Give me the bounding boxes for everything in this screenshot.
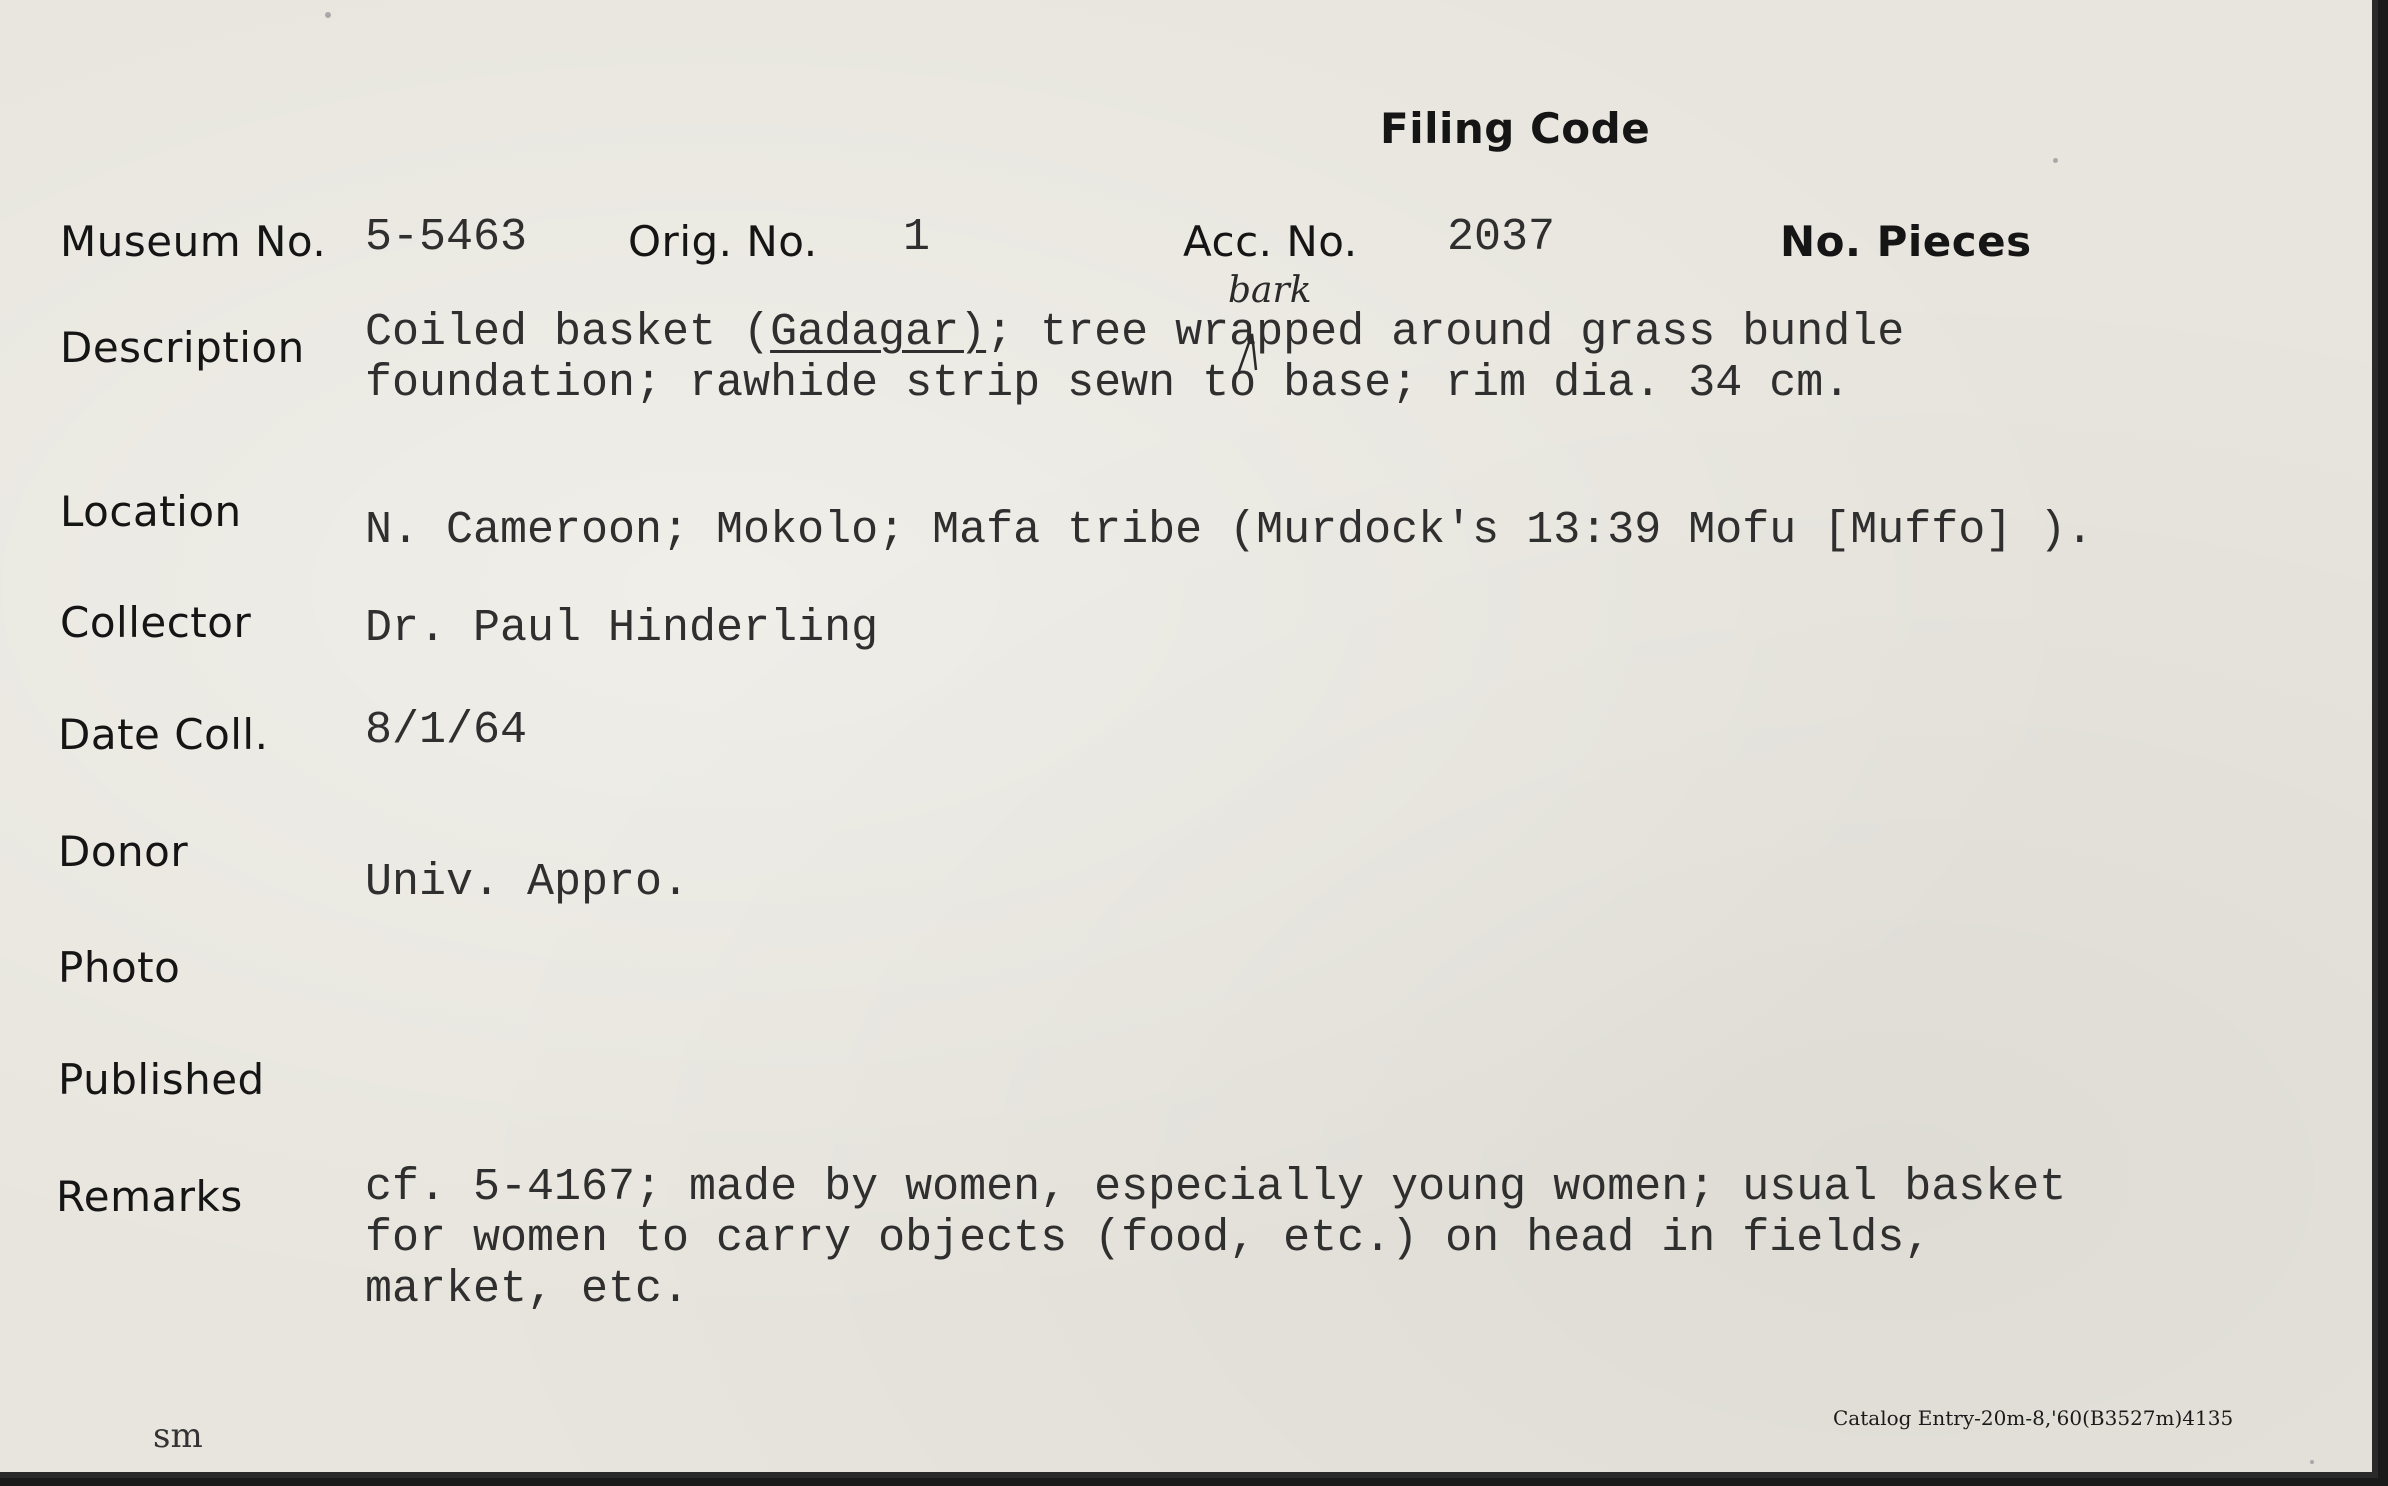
description-label: Description (60, 323, 305, 372)
orig-no-label: Orig. No. (628, 217, 818, 266)
museum-no-value: 5-5463 (365, 212, 528, 263)
description-line-2: foundation; rawhide strip sewn to base; rim dia. 34 cm. (365, 358, 1851, 409)
filing-code-label: Filing Code (1380, 104, 1651, 153)
published-label: Published (58, 1055, 265, 1104)
remarks-line-1: cf. 5-4167; made by women, especially young women; usual basket (365, 1162, 2067, 1213)
donor-label: Donor (58, 827, 189, 876)
catalog-entry-print-code: Catalog Entry-20m-8,'60(B3527m)4135 (1833, 1406, 2234, 1430)
location-value: N. Cameroon; Mokolo; Mafa tribe (Murdock's 13:39 Mofu [Muffo] ). (365, 505, 2094, 556)
museum-no-label: Museum No. (60, 217, 327, 266)
collector-value: Dr. Paul Hinderling (365, 603, 879, 654)
description-line-1 (365, 307, 1904, 358)
description-line-1-part-a: Coiled basket ( (365, 307, 771, 358)
no-pieces-label: No. Pieces (1780, 217, 2032, 266)
orig-no-value: 1 (903, 212, 931, 263)
location-label: Location (60, 487, 242, 536)
collector-label: Collector (60, 598, 252, 647)
card-speck (2310, 1460, 2314, 1464)
remarks-line-2: for women to carry objects (food, etc.) on head in fields, (365, 1213, 1932, 1264)
card-speck (325, 12, 331, 18)
donor-value: Univ. Appro. (365, 857, 690, 908)
insertion-caret-mark (1236, 330, 1266, 376)
date-coll-label: Date Coll. (58, 710, 269, 759)
description-line-1-part-b: ; tree wrapped around grass bundle (986, 307, 1905, 358)
description-underlined-term: Gadagar) (770, 307, 987, 358)
photo-label: Photo (58, 943, 181, 992)
acc-no-value: 2037 (1447, 212, 1556, 263)
remarks-label: Remarks (56, 1172, 243, 1221)
acc-no-label: Acc. No. (1183, 217, 1358, 266)
handwritten-insertion: bark (1228, 270, 1312, 311)
card-speck (2053, 158, 2058, 163)
date-coll-value: 8/1/64 (365, 705, 528, 756)
remarks-line-3: market, etc. (365, 1264, 690, 1315)
initials-mark: sm (153, 1416, 203, 1456)
